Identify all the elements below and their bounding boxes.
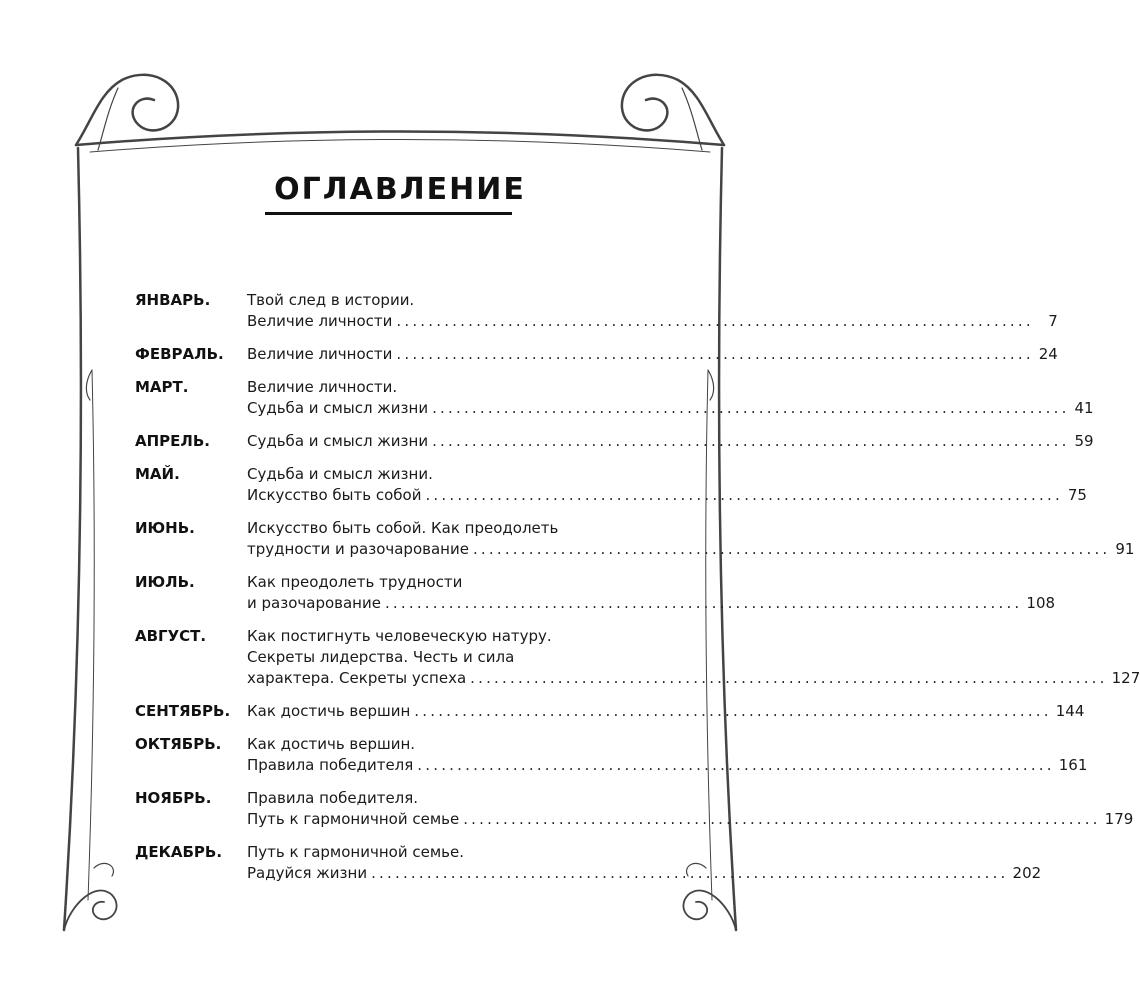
toc-entry-body (247, 464, 1087, 506)
dot-leader: ................................................................................ (470, 669, 1108, 687)
dot-leader: ................................................................................ (417, 756, 1055, 774)
toc-text-line: Величие личности (247, 345, 393, 363)
toc-text-line: Путь к гармоничной семье. (247, 843, 464, 861)
toc-month: СЕНТЯБРЬ. (135, 702, 231, 720)
toc-entry (135, 572, 1056, 614)
toc-text-line: Величие личности. (247, 378, 398, 396)
page-number: 24 (1038, 345, 1058, 363)
toc-leader-line (247, 485, 1087, 506)
page-number: 108 (1026, 594, 1056, 612)
dot-leader: ................................................................................ (371, 864, 1009, 882)
toc-leader-line (247, 593, 1055, 614)
toc-entry (135, 431, 1094, 452)
toc-entry-body (247, 842, 1041, 884)
toc-entry (135, 734, 1088, 776)
toc-entry-body (247, 788, 1133, 830)
toc-entry (135, 701, 1085, 722)
toc-text-line: характера. Секреты успеха (247, 669, 467, 687)
dot-leader: ................................................................................ (396, 312, 1034, 330)
page-number: 75 (1067, 486, 1087, 504)
dot-leader: ................................................................................ (384, 594, 1023, 612)
toc-entry (135, 518, 1135, 560)
toc-month: ИЮЛЬ. (135, 573, 195, 591)
toc-text-line: Искусство быть собой (247, 486, 422, 504)
toc-entry-body (247, 290, 1058, 332)
toc-text-line: Судьба и смысл жизни (247, 399, 429, 417)
toc-text-line: и разочарование (247, 594, 381, 612)
toc-leader-line (247, 539, 1134, 560)
toc-text-line: Судьба и смысл жизни (247, 432, 429, 450)
toc-text-line: Величие личности (247, 312, 393, 330)
page-number: 202 (1012, 864, 1042, 882)
toc-text-line: Правила победителя (247, 756, 414, 774)
dot-leader: ................................................................................ (472, 540, 1111, 558)
toc-month: АВГУСТ. (135, 627, 207, 645)
toc-entry (135, 626, 1140, 689)
toc-leader-line (247, 668, 1140, 689)
toc-entry (135, 464, 1087, 506)
toc-entry-body (247, 701, 1084, 722)
dot-leader: ................................................................................ (396, 345, 1034, 363)
toc-entry (135, 344, 1058, 365)
title-underline (265, 212, 512, 215)
toc-month: ИЮНЬ. (135, 519, 195, 537)
dot-leader: ................................................................................ (414, 702, 1052, 720)
toc-leader-line (247, 701, 1084, 722)
toc-month: НОЯБРЬ. (135, 789, 212, 807)
page-number: 91 (1115, 540, 1135, 558)
toc-leader-line (247, 809, 1133, 830)
dot-leader: ................................................................................ (432, 432, 1070, 450)
dot-leader: ................................................................................ (432, 399, 1070, 417)
toc-leader-line (247, 311, 1058, 332)
toc-text-line: Как преодолеть трудности (247, 573, 463, 591)
toc-month: ФЕВРАЛЬ. (135, 345, 224, 363)
page-number: 41 (1074, 399, 1094, 417)
toc-entry (135, 842, 1042, 884)
toc-text-line: Правила победителя. (247, 789, 419, 807)
toc-text-line: трудности и разочарование (247, 540, 469, 558)
toc-text-line: Как постигнуть человеческую натуру. (247, 627, 552, 645)
dot-leader: ................................................................................ (425, 486, 1063, 504)
page-number: 7 (1048, 312, 1058, 330)
toc-month: ОКТЯБРЬ. (135, 735, 222, 753)
dot-leader: ................................................................................ (463, 810, 1101, 828)
toc-month: МАЙ. (135, 465, 180, 483)
toc-month: АПРЕЛЬ. (135, 432, 210, 450)
toc-entry-body (247, 734, 1087, 776)
toc-entry-body (247, 431, 1094, 452)
page-number: 179 (1104, 810, 1134, 828)
toc-entry-body (247, 344, 1058, 365)
toc-text-line: Как достичь вершин. (247, 735, 416, 753)
page-number: 127 (1111, 669, 1140, 687)
toc-text-line: Секреты лидерства. Честь и сила (247, 648, 515, 666)
toc-text-line: Как достичь вершин (247, 702, 411, 720)
toc-entry-body (247, 377, 1094, 419)
toc-text-line: Радуйся жизни (247, 864, 368, 882)
toc-text-line: Путь к гармоничной семье (247, 810, 460, 828)
toc-month: ДЕКАБРЬ. (135, 843, 223, 861)
toc-entry-body (247, 518, 1134, 560)
page-number: 59 (1074, 432, 1094, 450)
toc-leader-line (247, 863, 1041, 884)
toc-text-line: Судьба и смысл жизни. (247, 465, 433, 483)
page-number: 161 (1058, 756, 1088, 774)
toc-entry-body (247, 572, 1055, 614)
page-title: ОГЛАВЛЕНИЕ (274, 172, 526, 207)
toc-entry (135, 290, 1058, 332)
toc-entry (135, 788, 1134, 830)
toc-leader-line (247, 431, 1094, 452)
toc-month: ЯНВАРЬ. (135, 291, 211, 309)
toc-leader-line (247, 398, 1094, 419)
toc-text-line: Искусство быть собой. Как преодолеть (247, 519, 559, 537)
table-of-contents (135, 290, 1140, 896)
page-number: 144 (1055, 702, 1085, 720)
toc-text-line: Твой след в истории. (247, 291, 415, 309)
toc-leader-line (247, 755, 1087, 776)
toc-month: МАРТ. (135, 378, 189, 396)
toc-entry-body (247, 626, 1140, 689)
toc-leader-line (247, 344, 1058, 365)
toc-entry (135, 377, 1094, 419)
